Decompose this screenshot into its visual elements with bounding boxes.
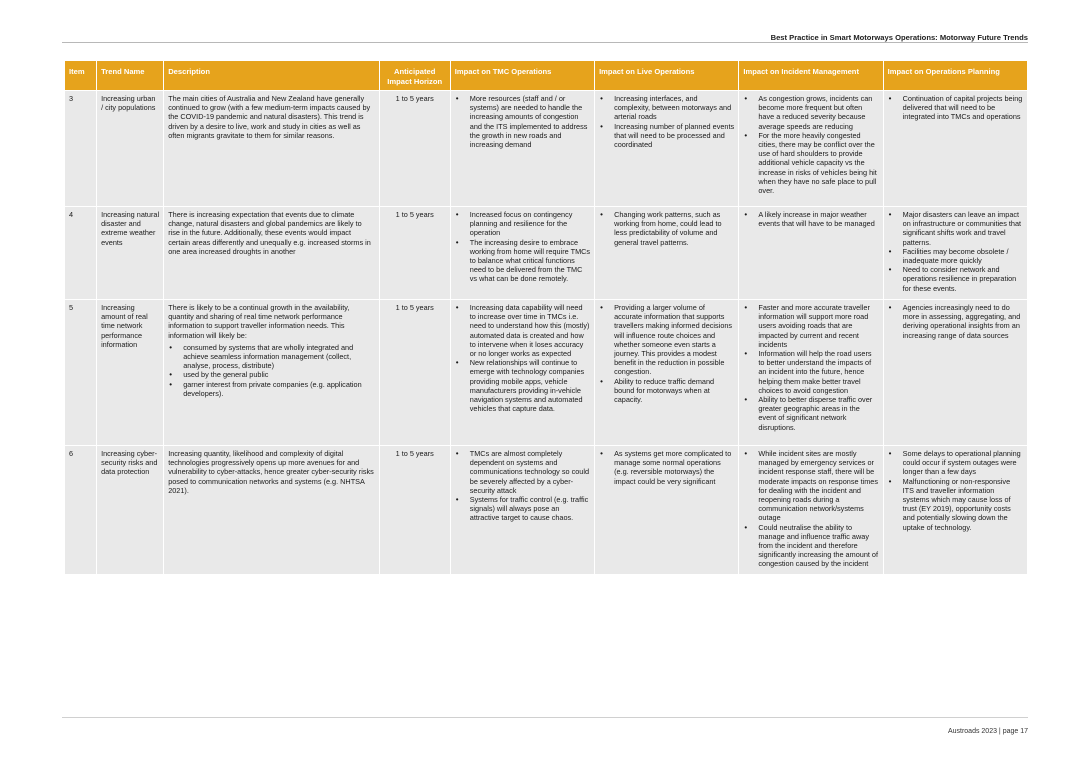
cell-item: 6 (65, 446, 96, 574)
cell-live-operations (595, 300, 738, 445)
description-text: There is increasing expectation that events due to climate change, natural disasters and global pandemics are likely to rise in the future. Additionally, these events would impact certain areas differently and unequally e.g. increased storms in one area increased droughts in another (168, 210, 371, 256)
cell-incident-management (739, 446, 882, 574)
table-row (65, 207, 1027, 299)
cell-trend-name: Increasing cyber-security risks and data protection (97, 446, 163, 574)
list-item: • Agencies increasingly need to do more in assessing, aggregating, and deriving operational insights from an increasing range of data sources (903, 303, 1023, 340)
list-item: • Increasing interfaces, and complexity, between motorways and arterial roads (614, 94, 734, 122)
list-item: • Increased focus on contingency planning and resilience for the operation (470, 210, 590, 238)
list-item: • The increasing desire to embrace working from home will require TMCs to balance what critical functions need to be delivered from the TMC vs what can be done remotely. (470, 238, 590, 284)
list-item: • Faster and more accurate traveller information will support more road users avoiding roads that are impacted by current and recent incidents (758, 303, 878, 349)
list-item: • Ability to reduce traffic demand bound for motorways when at capacity. (614, 377, 734, 405)
cell-tmc-operations (451, 446, 594, 574)
list-item: • Major disasters can leave an impact on infrastructure or communities that significant shifts work and travel patterns. (903, 210, 1023, 247)
list-item: • Could neutralise the ability to manage and influence traffic away from the incident and therefore significantly increasing the amount of congestion caused by the incident (758, 523, 878, 569)
list-item: • Systems for traffic control (e.g. traffic signals) will always pose an attractive target to cause chaos. (470, 495, 590, 523)
cell-operations-planning (884, 207, 1027, 299)
cell-item: 3 (65, 91, 96, 206)
cell-operations-planning (884, 91, 1027, 206)
cell-description (164, 300, 378, 445)
header-divider (62, 42, 1028, 43)
list-item: • Increasing data capability will need to increase over time in TMCs i.e. need to understand how this (mostly) automated data is created and how to intervene when it loses accuracy or no longer works as expected (470, 303, 590, 358)
column-header-item: Item (65, 61, 96, 90)
cell-description (164, 207, 378, 299)
column-header-incident-management: Impact on Incident Management (739, 61, 882, 90)
cell-incident-management (739, 91, 882, 206)
list-item: • More resources (staff and / or systems) are needed to handle the increasing amounts of congestion and the ITS implemented to address the growth in new roads and increasing demand (470, 94, 590, 149)
cell-operations-planning (884, 300, 1027, 445)
column-header-impact-horizon: Anticipated Impact Horizon (380, 61, 450, 90)
cell-trend-name: Increasing urban / city populations (97, 91, 163, 206)
cell-tmc-operations (451, 207, 594, 299)
cell-operations-planning (884, 446, 1027, 574)
cell-incident-management (739, 300, 882, 445)
list-item: • Continuation of capital projects being delivered that will need to be integrated into TMCs and operations (903, 94, 1023, 122)
table-header-row (65, 61, 1027, 90)
cell-incident-management (739, 207, 882, 299)
description-bullet: • used by the general public (183, 370, 374, 379)
cell-horizon: 1 to 5 years (380, 91, 450, 206)
list-item: • Information will help the road users to better understand the impacts of an incident into the future, hence helping them make better travel choices to avoid congestion (758, 349, 878, 395)
list-item: • Ability to better disperse traffic over greater geographic areas in the event of significant network disruptions. (758, 395, 878, 432)
cell-live-operations (595, 446, 738, 574)
list-item: • Malfunctioning or non-responsive ITS and traveller information systems which may cause loss of trust (EY 2019), opportunity costs and potentially slowing down the uptake of technology. (903, 477, 1023, 532)
cell-tmc-operations (451, 91, 594, 206)
list-item: • As congestion grows, incidents can become more frequent but often have a reduced severity because average speeds are reducing (758, 94, 878, 131)
table-row (65, 300, 1027, 445)
list-item: • As systems get more complicated to manage some normal operations (e.g. reversible motorways) the impact could be very significant (614, 449, 734, 486)
footer-divider (62, 717, 1028, 718)
list-item: • While incident sites are mostly managed by emergency services or incident response staff, there will be moderate impacts on response times for dealing with the incident and reopening roads during a communication network/systems outage (758, 449, 878, 523)
description-text: Increasing quantity, likelihood and complexity of digital technologies progressively opens up more avenues for and vulnerability to cyber-attacks, hence greater cyber-security risks posed to communication networks and systems (e.g. NHTSA 2021). (168, 449, 374, 495)
column-header-description: Description (164, 61, 378, 90)
description-text: There is likely to be a continual growth in the availability, quantity and sharing of real time network performance information to support traveller information needs. This information will likely be: (168, 303, 350, 340)
cell-live-operations (595, 207, 738, 299)
description-bullet: • garner interest from private companies (e.g. application developers). (183, 380, 374, 398)
column-header-operations-planning: Impact on Operations Planning (884, 61, 1027, 90)
column-header-live-operations: Impact on Live Operations (595, 61, 738, 90)
cell-item: 5 (65, 300, 96, 445)
cell-horizon: 1 to 5 years (380, 300, 450, 445)
description-text: The main cities of Australia and New Zealand have generally continued to grow (with a few medium-term impacts caused by the COVID-19 pandemic and natural disasters). This trend is driven by a desire to live, work and study in cities as well as often migrants gravitate to them for similar reasons. (168, 94, 371, 140)
list-item: • Changing work patterns, such as working from home, could lead to less predictability of volume and general travel patterns. (614, 210, 734, 247)
cell-description (164, 91, 378, 206)
list-item: • Facilities may become obsolete / inadequate more quickly (903, 247, 1023, 265)
cell-tmc-operations (451, 300, 594, 445)
page-footer: Austroads 2023 | page 17 (947, 728, 1028, 735)
table-row (65, 91, 1027, 206)
list-item: • A likely increase in major weather events that will have to be managed (758, 210, 878, 228)
cell-description (164, 446, 378, 574)
list-item: • Some delays to operational planning could occur if system outages were longer than a few days (903, 449, 1023, 477)
column-header-tmc-operations: Impact on TMC Operations (451, 61, 594, 90)
column-header-trend-name: Trend Name (97, 61, 163, 90)
document-header-title: Best Practice in Smart Motorways Operations: Motorway Future Trends (770, 33, 1028, 42)
list-item: • New relationships will continue to emerge with technology companies providing mobile apps, vehicle manufacturers providing in-vehicle navigation systems and automated vehicles that capture data. (470, 358, 590, 413)
list-item: • For the more heavily congested cities, there may be conflict over the use of hard shoulders to provide additional vehicle capacity vs the increase in risks of vehicles being hit when they have no safe place to pull over. (758, 131, 878, 195)
cell-horizon: 1 to 5 years (380, 207, 450, 299)
cell-trend-name: Increasing amount of real time network performance information (97, 300, 163, 445)
cell-item: 4 (65, 207, 96, 299)
description-bullet: • consumed by systems that are wholly integrated and achieve seamless information management (collect, analyse, process, distribute) (183, 343, 374, 371)
table-row (65, 446, 1027, 574)
cell-horizon: 1 to 5 years (380, 446, 450, 574)
trends-table (64, 60, 1028, 575)
list-item: • Need to consider network and operations resilience in preparation for these events. (903, 265, 1023, 293)
list-item: • Increasing number of planned events that will need to be processed and coordinated (614, 122, 734, 150)
list-item: • TMCs are almost completely dependent on systems and communications technology so could be severely affected by a cyber-security attack (470, 449, 590, 495)
cell-live-operations (595, 91, 738, 206)
list-item: • Providing a larger volume of accurate information that supports travellers making informed decisions will influence route choices and whether someone even starts a journey. This provides a modest benefit in the reduction in possible congestion. (614, 303, 734, 377)
cell-trend-name: Increasing natural disaster and extreme weather events (97, 207, 163, 299)
